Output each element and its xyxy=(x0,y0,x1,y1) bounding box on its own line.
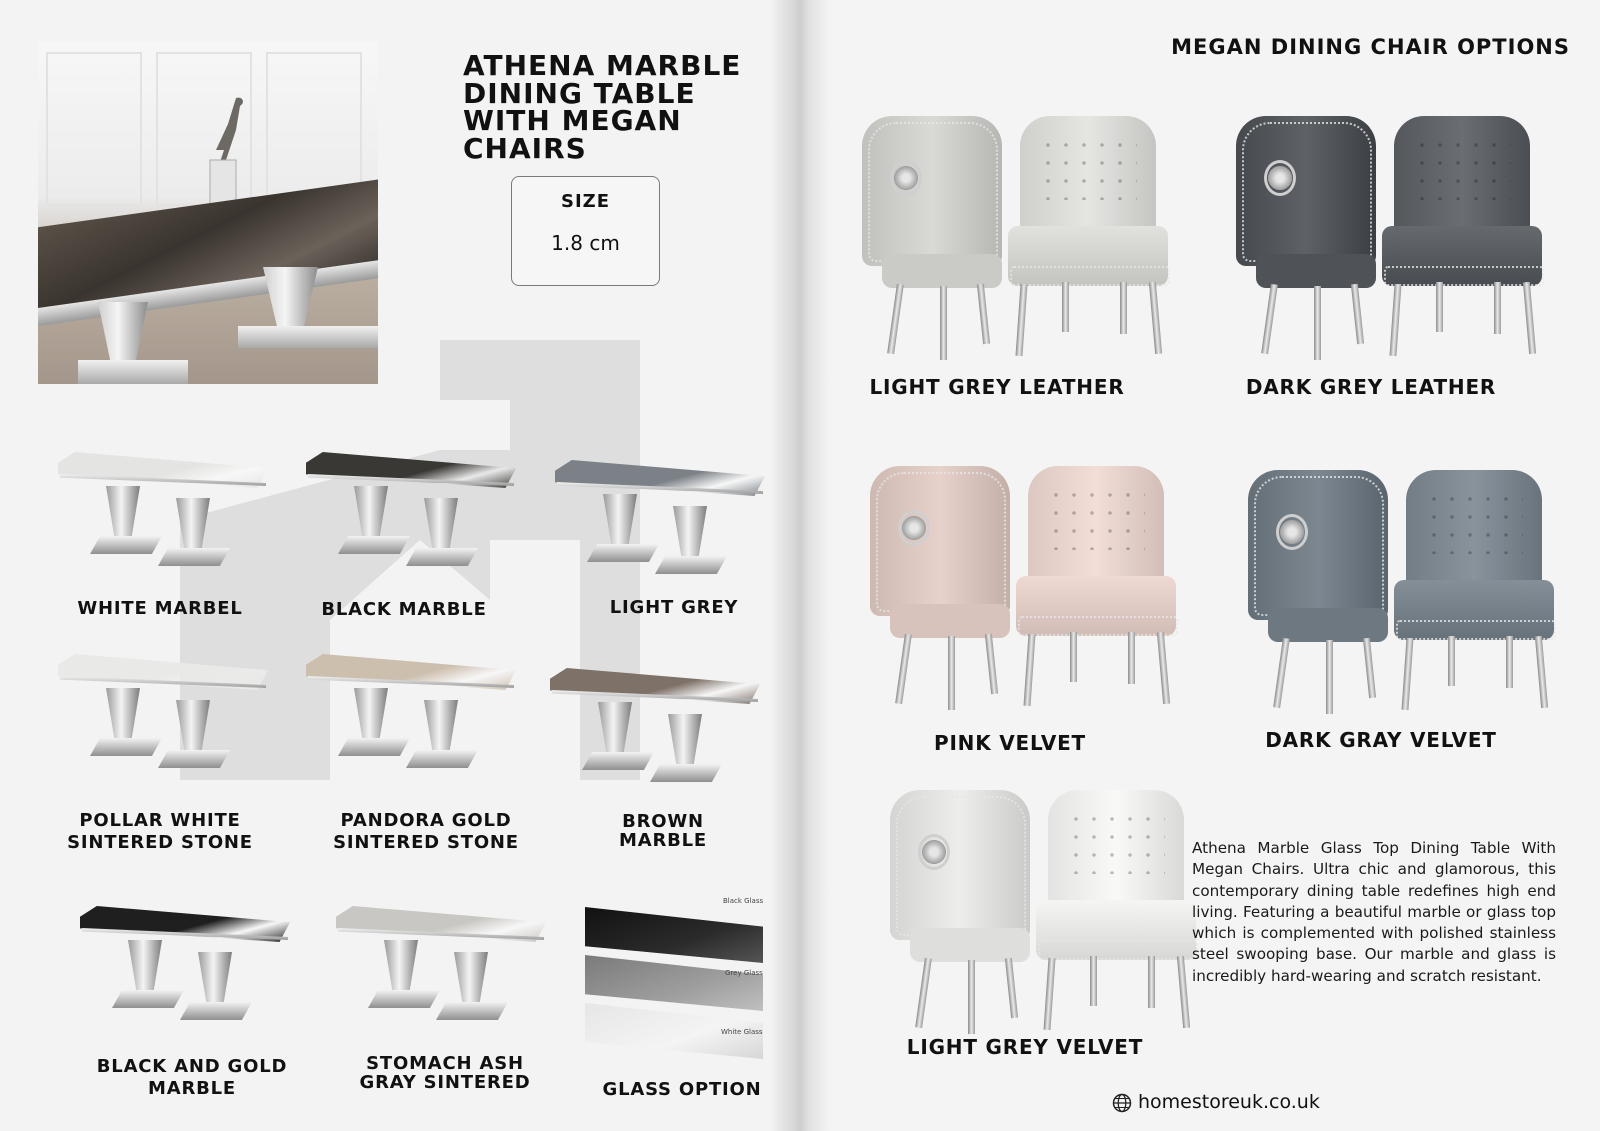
chair-label: DARK GRAY VELVET xyxy=(1265,728,1497,752)
table-leg xyxy=(176,498,210,556)
chair-options-title: MEGAN DINING CHAIR OPTIONS xyxy=(1171,35,1570,59)
option-label: GLASS OPTION xyxy=(602,1079,762,1100)
table-base xyxy=(112,990,184,1008)
table-option-pollar-white xyxy=(58,654,278,794)
table-leg xyxy=(354,688,388,746)
chair-front-view xyxy=(1376,116,1546,366)
table-option-stomach-ash xyxy=(336,906,556,1046)
table-option-pandora-gold xyxy=(306,654,526,794)
lion-knocker-icon xyxy=(918,834,950,870)
chair-leg xyxy=(1128,632,1135,684)
table-leg xyxy=(454,952,488,1010)
chair-leg xyxy=(1506,636,1513,688)
table-base xyxy=(436,1002,508,1020)
chair-leg xyxy=(1363,638,1376,698)
table-base xyxy=(338,738,410,756)
option-label: LIGHT GREY xyxy=(609,597,739,618)
table-base xyxy=(582,752,654,770)
chair-leg xyxy=(1261,284,1278,354)
table-base xyxy=(655,556,727,574)
chair-leg xyxy=(1090,956,1097,1006)
chair-group-dark-gray-velvet xyxy=(1238,470,1558,720)
lion-knocker-icon xyxy=(1276,514,1308,550)
chair-leg xyxy=(1043,958,1055,1030)
chair-leg xyxy=(895,634,912,704)
table-base xyxy=(90,536,162,554)
chair-back-view xyxy=(860,466,1020,716)
chair-leg xyxy=(887,284,904,354)
chair-leg xyxy=(1062,282,1069,332)
nailhead-trim xyxy=(1384,266,1544,286)
chair-leg xyxy=(1351,284,1364,344)
website-footer[interactable] xyxy=(1112,1091,1372,1117)
chair-back-view xyxy=(852,116,1012,366)
chair-leg xyxy=(915,958,932,1028)
table-leg xyxy=(354,486,388,544)
table-option-light-grey xyxy=(555,460,775,600)
chair-front-view xyxy=(1030,790,1200,1040)
table-leg xyxy=(673,506,707,564)
chair-leg xyxy=(1023,634,1035,706)
button-tufting xyxy=(1425,490,1523,554)
chair-leg xyxy=(1389,284,1401,356)
chair-group-light-grey-leather xyxy=(852,116,1172,366)
chair-leg xyxy=(1148,956,1155,1008)
title-line: DINING TABLE xyxy=(463,76,696,110)
chair-leg xyxy=(940,286,947,360)
table-leg xyxy=(668,714,702,772)
option-label: WHITE MARBEL xyxy=(77,598,243,619)
button-tufting xyxy=(1039,136,1137,200)
table-base xyxy=(338,536,410,554)
chair-leg xyxy=(1273,638,1290,708)
chair-leg xyxy=(1120,282,1127,334)
glass-option-image xyxy=(585,897,765,1067)
chair-back-view xyxy=(1238,470,1398,720)
lion-knocker-icon xyxy=(1264,160,1296,196)
table-base xyxy=(650,764,722,782)
chair-leg xyxy=(1005,958,1018,1018)
chair-leg xyxy=(1157,632,1170,704)
chair-leg xyxy=(1535,636,1548,708)
nailhead-trim xyxy=(1242,122,1372,262)
glass-label: Grey Glass xyxy=(725,969,763,977)
table-base xyxy=(158,750,230,768)
glass-sheet-black xyxy=(585,907,763,963)
nailhead-trim xyxy=(896,796,1026,936)
chair-label: PINK VELVET xyxy=(933,731,1086,755)
button-tufting xyxy=(1067,810,1165,874)
title-line: ATHENA MARBLE xyxy=(463,49,742,82)
table-base xyxy=(406,548,478,566)
table-base xyxy=(368,990,440,1008)
chair-group-dark-grey-leather xyxy=(1226,116,1546,366)
glass-sheet-grey xyxy=(585,955,763,1011)
hero-table-photo xyxy=(38,42,378,384)
chair-group-light-grey-velvet xyxy=(880,790,1200,1040)
table-leg xyxy=(198,952,232,1010)
page-title xyxy=(463,49,763,165)
product-description: Athena Marble Glass Top Dining Table With Megan Chairs. Ultra chic and glamorous, this contemporary dining table redefines high end living. Featuring a beautiful marble or glass top which is complemented with polished stainless steel swooping base. Our marble and glass is incredibly hard-wearing and scratch resistant. xyxy=(1192,839,1556,985)
chair-seat xyxy=(1268,608,1388,642)
left-page xyxy=(0,0,790,1131)
chair-group-pink-velvet xyxy=(860,466,1180,716)
chair-back-view xyxy=(1226,116,1386,366)
chair-leg xyxy=(1070,632,1077,682)
nailhead-trim xyxy=(1254,476,1384,616)
option-label: STOMACH ASH GRAY SINTERED xyxy=(359,1053,531,1093)
chair-leg xyxy=(1149,282,1162,354)
globe-icon xyxy=(1112,1093,1132,1113)
chair-leg xyxy=(1015,284,1027,356)
table-base xyxy=(180,1002,252,1020)
chair-seat xyxy=(882,254,1002,288)
table-option-black-and-gold xyxy=(80,906,300,1046)
option-label: PANDORA GOLD SINTERED STONE xyxy=(333,810,519,853)
lion-knocker-icon xyxy=(890,160,922,196)
chair-seat xyxy=(910,928,1030,962)
nailhead-trim xyxy=(1010,266,1170,286)
chair-leg xyxy=(1314,286,1321,360)
table-leg xyxy=(424,498,458,556)
table-base xyxy=(406,750,478,768)
chair-leg xyxy=(985,634,998,694)
table-base xyxy=(78,360,188,384)
table-leg xyxy=(603,494,637,552)
chair-front-view xyxy=(1010,466,1180,716)
nailhead-trim xyxy=(1396,620,1556,640)
nailhead-trim xyxy=(868,122,998,262)
table-base xyxy=(90,738,162,756)
lion-knocker-icon xyxy=(898,510,930,546)
chair-leg xyxy=(1401,638,1413,710)
table-leg xyxy=(176,700,210,758)
chair-leg xyxy=(1436,282,1443,332)
glass-label: Black Glass xyxy=(723,897,764,905)
table-base xyxy=(238,326,378,348)
table-leg xyxy=(424,700,458,758)
size-heading: SIZE xyxy=(560,191,610,212)
chair-label: DARK GREY LEATHER xyxy=(1245,375,1497,399)
chair-leg xyxy=(1177,956,1190,1028)
option-label: POLLAR WHITE SINTERED STONE xyxy=(67,810,253,853)
bird-sculpture-icon xyxy=(206,90,246,210)
nailhead-trim xyxy=(1018,616,1178,636)
option-label: BLACK MARBLE xyxy=(321,599,487,620)
chair-leg xyxy=(1448,636,1455,686)
website-link[interactable]: homestoreuk.co.uk xyxy=(1138,1091,1320,1113)
option-label: BLACK AND GOLD MARBLE xyxy=(96,1056,288,1099)
chair-seat xyxy=(890,604,1010,638)
title-line: CHAIRS xyxy=(463,131,587,165)
nailhead-trim xyxy=(876,472,1006,612)
size-box xyxy=(511,176,660,286)
chair-leg xyxy=(1494,282,1501,334)
chair-back-view xyxy=(880,790,1040,1040)
wall-panel xyxy=(46,52,142,206)
nailhead-trim xyxy=(1038,940,1198,960)
table-leg xyxy=(106,688,140,746)
chair-leg xyxy=(1326,640,1333,714)
chair-front-view xyxy=(1002,116,1172,366)
chair-leg xyxy=(948,636,955,710)
table-leg xyxy=(598,702,632,760)
title-line: WITH MEGAN xyxy=(463,104,682,137)
table-base xyxy=(158,548,230,566)
table-leg xyxy=(384,940,418,998)
table-option-brown-marble xyxy=(550,668,770,808)
table-option-white-marbel xyxy=(58,452,278,592)
table-base xyxy=(587,544,659,562)
table-leg xyxy=(128,940,162,998)
size-value: 1.8 cm xyxy=(551,231,620,255)
table-leg xyxy=(106,486,140,544)
table-option-black-marble xyxy=(306,452,526,592)
chair-leg xyxy=(1523,282,1536,354)
glass-label: White Glass xyxy=(721,1028,763,1036)
chair-front-view xyxy=(1388,470,1558,720)
chair-label: LIGHT GREY VELVET xyxy=(906,1035,1144,1059)
chair-leg xyxy=(968,960,975,1034)
chair-seat xyxy=(1256,254,1376,288)
option-label: BROWN MARBLE xyxy=(619,811,707,851)
button-tufting xyxy=(1413,136,1511,200)
chair-leg xyxy=(977,284,990,344)
button-tufting xyxy=(1047,486,1145,550)
chair-label: LIGHT GREY LEATHER xyxy=(869,375,1125,399)
